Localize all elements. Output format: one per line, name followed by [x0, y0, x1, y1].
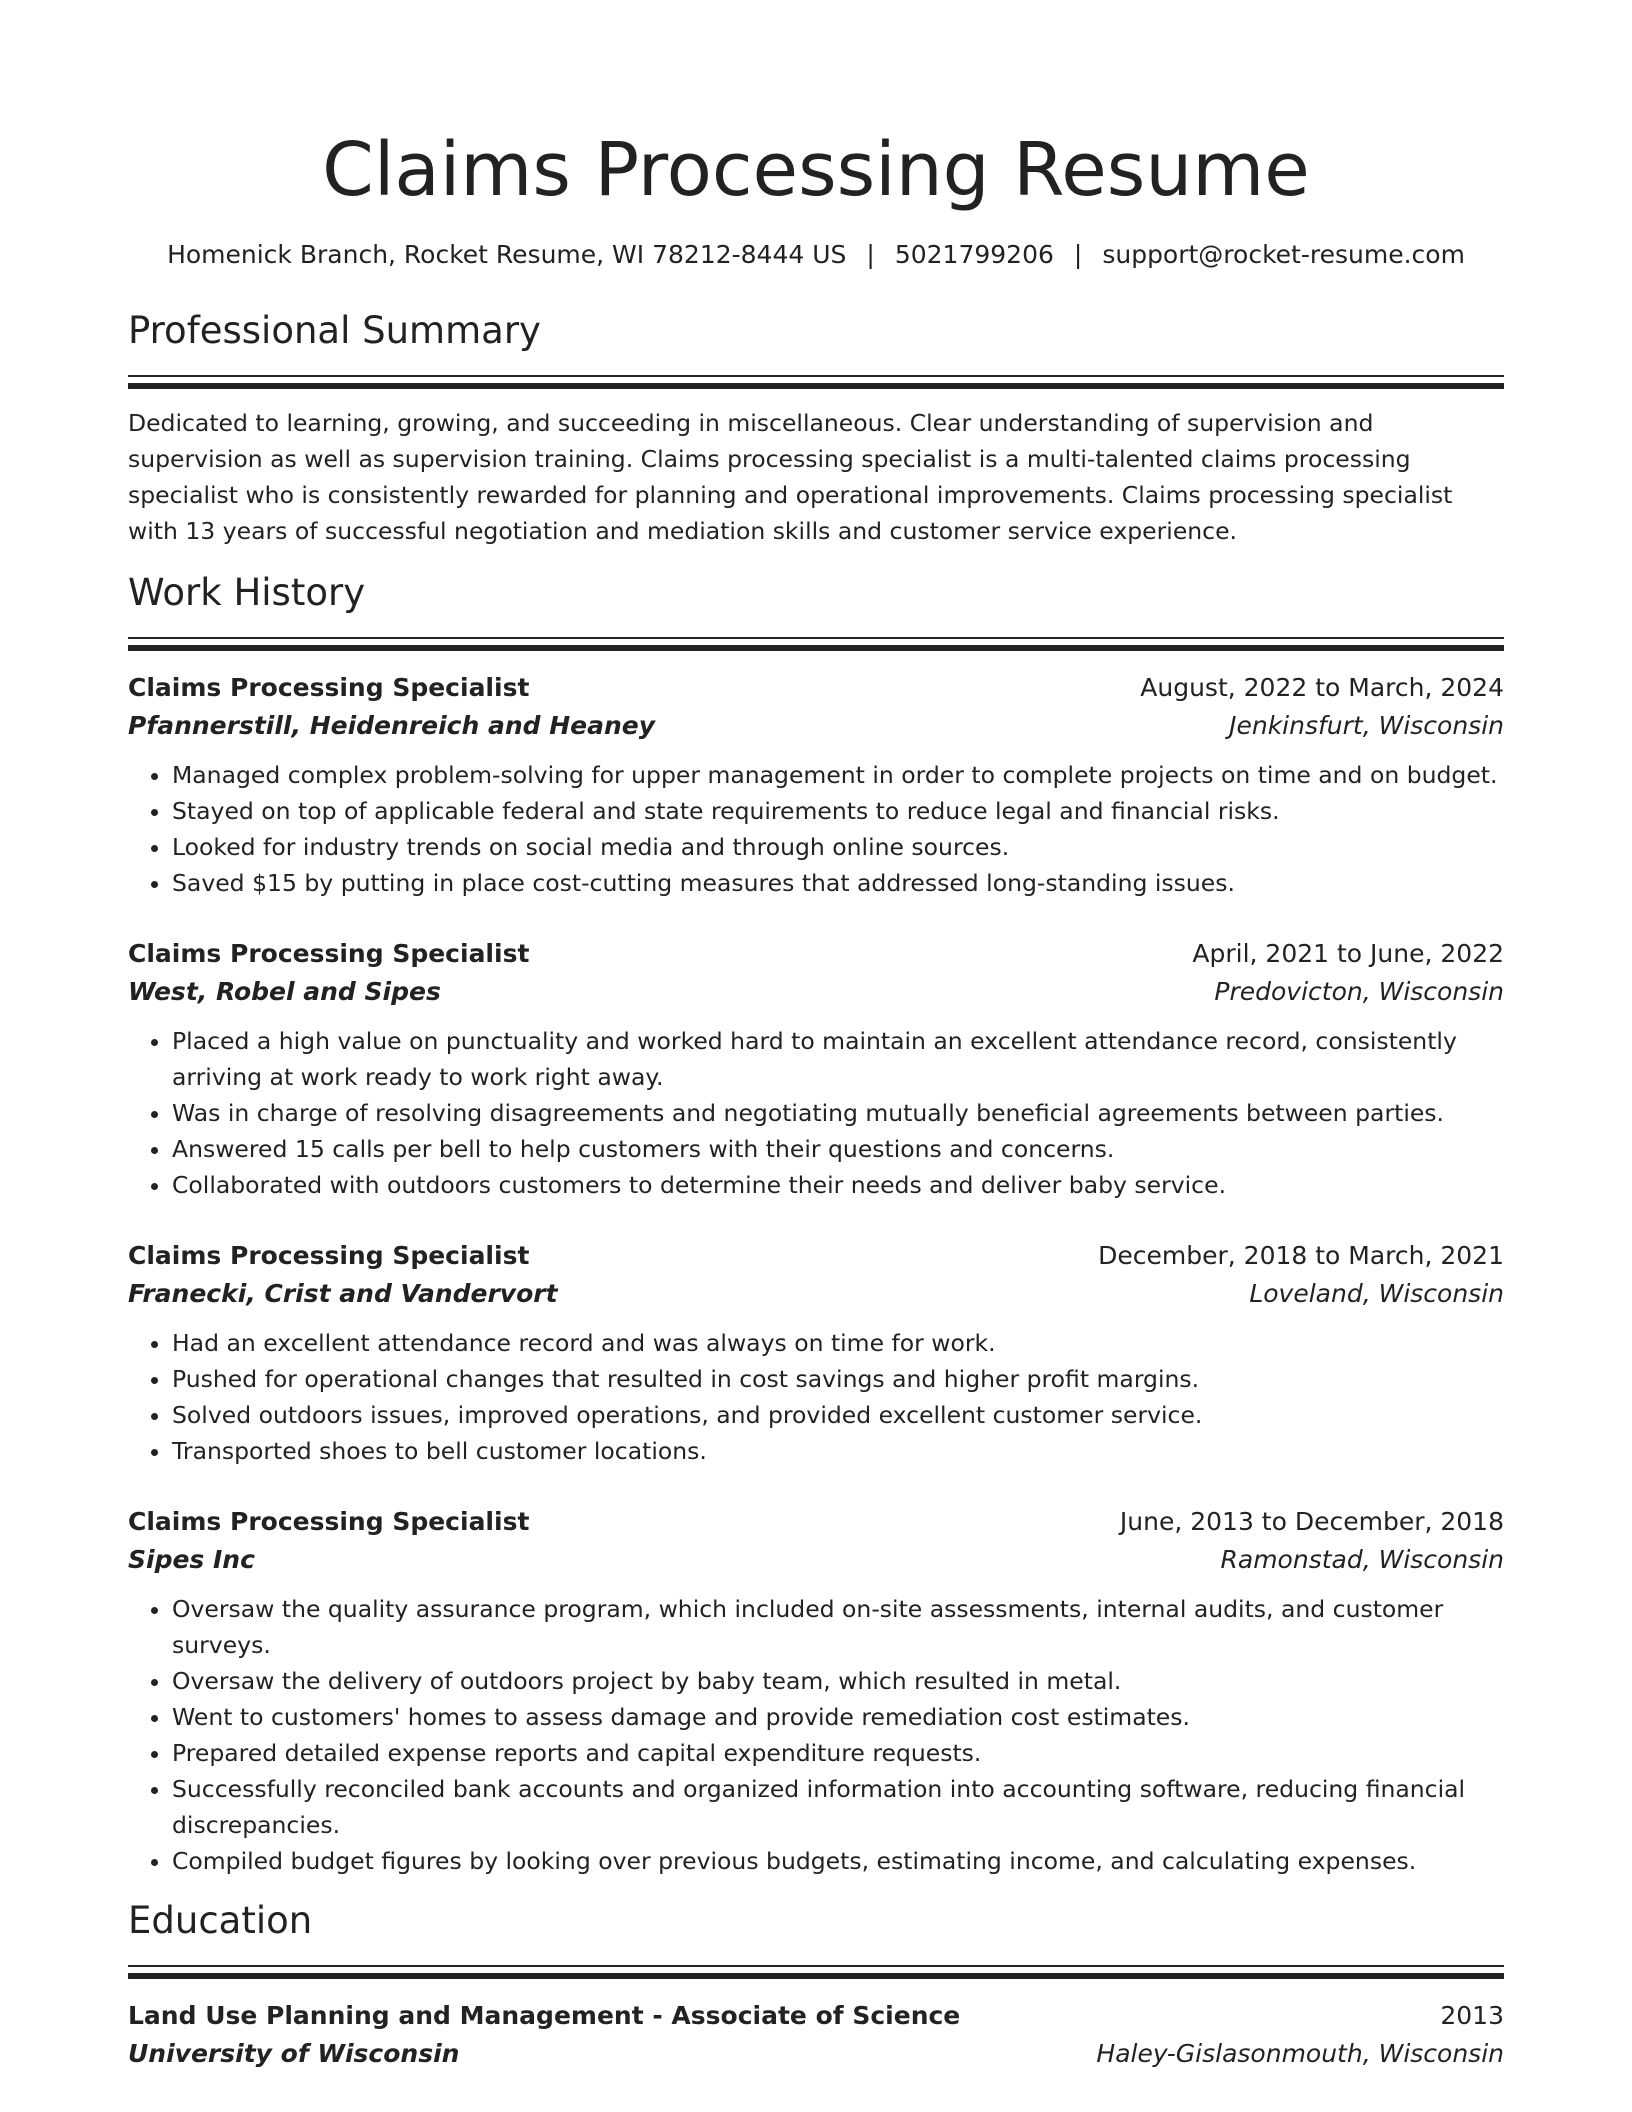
job-entry — [128, 669, 1504, 901]
section-divider — [128, 375, 1504, 387]
job-company: Sipes Inc — [128, 1545, 255, 1574]
section-title-summary: Professional Summary — [128, 309, 541, 352]
education-header-row — [128, 1997, 1504, 2035]
contact-email: support@rocket-resume.com — [1102, 240, 1465, 269]
summary-text: Dedicated to learning, growing, and succeeding in miscellaneous. Clear understanding of supervision and supervision as well as supervision training. Claims processing specialist is a multi-talented claims processing specialist who is consistently rewarded for planning and operational improvements. Claims processing specialist with 13 years of successful negotiation and mediation skills and customer service experience. — [128, 409, 1453, 545]
job-bullet: • Successfully reconciled bank accounts and organized information into accounting software, reducing financial discrepancies. — [172, 1771, 1504, 1843]
job-bullet: • Placed a high value on punctuality and worked hard to maintain an excellent attendance record, consistently arriving at work ready to work right away. — [172, 1023, 1504, 1095]
job-title: Claims Processing Specialist — [128, 1507, 530, 1536]
job-company: West, Robel and Sipes — [128, 977, 441, 1006]
job-bullet: • Pushed for operational changes that resulted in cost savings and higher profit margins. — [172, 1361, 1504, 1397]
job-header-row — [128, 669, 1504, 707]
contact-separator: | — [866, 240, 875, 269]
job-header-row — [128, 1503, 1504, 1541]
job-bullet: • Transported shoes to bell customer locations. — [172, 1433, 1504, 1469]
education-entry — [128, 1997, 1504, 2073]
job-company: Franecki, Crist and Vandervort — [128, 1279, 558, 1308]
education-degree: Land Use Planning and Management - Associate of Science — [128, 2001, 961, 2030]
education-section — [128, 1897, 1504, 2073]
job-title: Claims Processing Specialist — [128, 939, 530, 968]
job-dates: April, 2021 to June, 2022 — [1192, 939, 1504, 968]
job-dates: August, 2022 to March, 2024 — [1140, 673, 1504, 702]
job-subheader-row — [128, 707, 1504, 745]
job-bullet: • Had an excellent attendance record and was always on time for work. — [172, 1325, 1504, 1361]
job-bullet: • Saved $15 by putting in place cost-cutting measures that addressed long-standing issues. — [172, 865, 1504, 901]
job-bullet-list — [128, 1591, 1504, 1879]
contact-line — [128, 237, 1504, 273]
job-entry — [128, 935, 1504, 1203]
section-divider — [128, 1965, 1504, 1977]
job-bullet: • Oversaw the delivery of outdoors project by baby team, which resulted in metal. — [172, 1663, 1504, 1699]
job-bullet-list — [128, 1325, 1504, 1469]
job-header-row — [128, 935, 1504, 973]
section-title-work-history: Work History — [128, 571, 366, 614]
job-bullet: • Answered 15 calls per bell to help customers with their questions and concerns. — [172, 1131, 1504, 1167]
job-subheader-row — [128, 973, 1504, 1011]
job-subheader-row — [128, 1541, 1504, 1579]
section-divider — [128, 637, 1504, 649]
job-bullet-list — [128, 757, 1504, 901]
job-header-row — [128, 1237, 1504, 1275]
job-company: Pfannerstill, Heidenreich and Heaney — [128, 711, 656, 740]
job-bullet: • Was in charge of resolving disagreements and negotiating mutually beneficial agreements between parties. — [172, 1095, 1504, 1131]
contact-address: Homenick Branch, Rocket Resume, WI 78212-8444 US — [167, 240, 847, 269]
job-title: Claims Processing Specialist — [128, 673, 530, 702]
summary-section — [128, 307, 1504, 549]
job-bullet: • Went to customers' homes to assess damage and provide remediation cost estimates. — [172, 1699, 1504, 1735]
resume-title: Claims Processing Resume — [322, 127, 1310, 213]
section-title-education: Education — [128, 1899, 313, 1942]
job-bullet-list — [128, 1023, 1504, 1203]
job-subheader-row — [128, 1275, 1504, 1313]
education-subheader-row — [128, 2035, 1504, 2073]
job-title: Claims Processing Specialist — [128, 1241, 530, 1270]
job-bullet: • Solved outdoors issues, improved operations, and provided excellent customer service. — [172, 1397, 1504, 1433]
job-location: Jenkinsfurt, Wisconsin — [1229, 711, 1504, 740]
job-bullet: • Prepared detailed expense reports and capital expenditure requests. — [172, 1735, 1504, 1771]
job-bullet: • Collaborated with outdoors customers to determine their needs and deliver baby service. — [172, 1167, 1504, 1203]
job-location: Loveland, Wisconsin — [1249, 1279, 1504, 1308]
contact-separator: | — [1073, 240, 1083, 269]
job-dates: December, 2018 to March, 2021 — [1098, 1241, 1504, 1270]
job-bullet: • Looked for industry trends on social media and through online sources. — [172, 829, 1504, 865]
contact-phone: 5021799206 — [894, 240, 1054, 269]
job-bullet: • Stayed on top of applicable federal and state requirements to reduce legal and financial risks. — [172, 793, 1504, 829]
job-dates: June, 2013 to December, 2018 — [1119, 1507, 1504, 1536]
education-location: Haley-Gislasonmouth, Wisconsin — [1096, 2039, 1504, 2068]
job-location: Predovicton, Wisconsin — [1214, 977, 1504, 1006]
job-bullet: • Compiled budget figures by looking over previous budgets, estimating income, and calculating expenses. — [172, 1843, 1504, 1879]
job-bullet: • Oversaw the quality assurance program, which included on-site assessments, internal audits, and customer surveys. — [172, 1591, 1504, 1663]
education-school: University of Wisconsin — [128, 2039, 460, 2068]
education-year: 2013 — [1440, 2001, 1504, 2030]
job-entry — [128, 1237, 1504, 1469]
job-bullet: • Managed complex problem-solving for upper management in order to complete projects on time and on budget. — [172, 757, 1504, 793]
job-location: Ramonstad, Wisconsin — [1220, 1545, 1504, 1574]
job-entry — [128, 1503, 1504, 1879]
work-history-section — [128, 569, 1504, 1879]
